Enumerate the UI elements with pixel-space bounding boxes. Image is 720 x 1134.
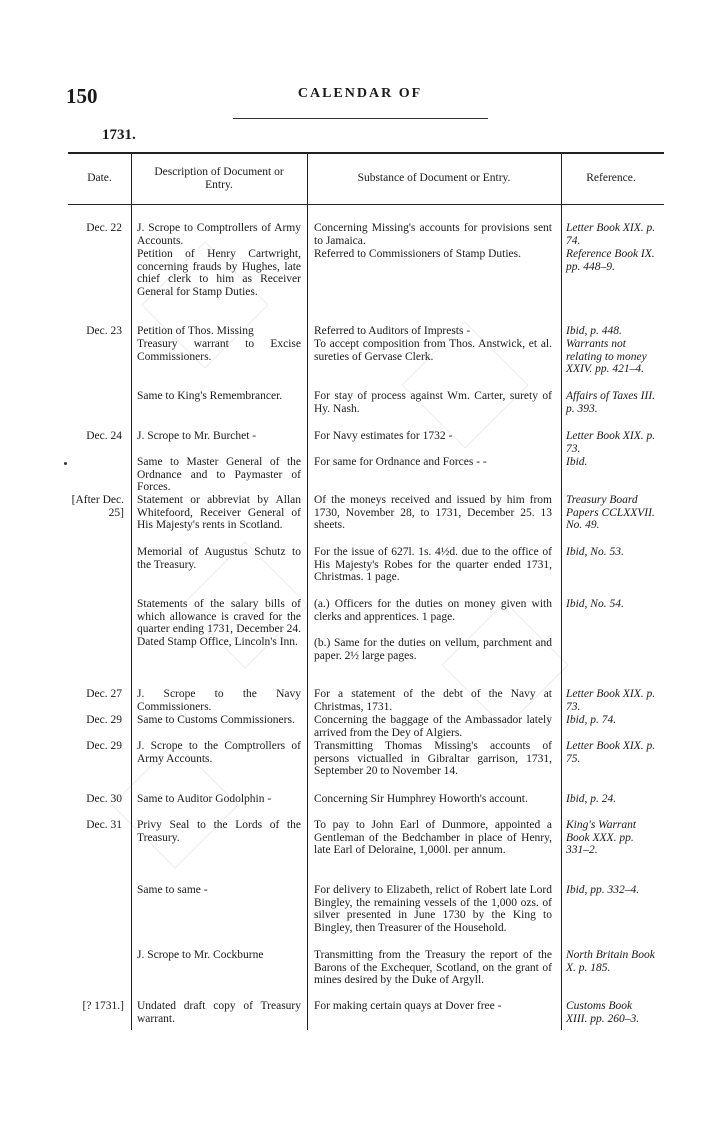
entry-reference: Customs Book XIII. pp. 260–3.: [566, 1000, 640, 1025]
entry-substance: Concerning Sir Humphrey Howorth's account.: [314, 793, 528, 805]
entry-description: Same to King's Remembrancer.: [137, 390, 283, 402]
running-head: CALENDAR OF: [297, 86, 423, 101]
column-divider: [307, 152, 308, 1030]
table-top-rule: [68, 152, 664, 154]
entry-description: J. Scrope to Comptrollers of Army Accounts.: [137, 222, 301, 247]
entry-description: Petition of Thos. Missing: [137, 325, 254, 337]
entry-substance: Referred to Auditors of Imprests -: [314, 325, 471, 337]
entry-substance: (a.) Officers for the duties on money given with clerks and apprentices. 1 page.: [314, 598, 552, 623]
header-rule: [233, 118, 488, 119]
column-divider: [131, 152, 132, 1030]
entry-reference: Treasury Board Papers CCLXXVII. No. 49.: [566, 494, 655, 532]
entry-description: Same to Master General of the Ordnance and to Paymaster of Forces.: [137, 456, 301, 494]
entry-date: Dec. 30: [86, 793, 122, 805]
entry-description: J. Scrope to the Navy Commissioners.: [137, 688, 301, 713]
entry-description: Undated draft copy of Treasury warrant.: [137, 1000, 301, 1025]
entry-reference: Ibid.: [566, 456, 588, 468]
entry-substance: Transmitting from the Treasury the report of the Barons of the Exchequer, Scotland, on the grant of mines desired by the Duke of Argyll.: [314, 949, 552, 987]
page-number: 150: [66, 84, 98, 108]
entry-substance: To accept composition from Thos. Anstwick, et al. sureties of Gervase Clerk.: [314, 338, 552, 363]
entry-substance: Concerning the baggage of the Ambassador lately arrived from the Dey of Algiers.: [314, 714, 552, 739]
entry-date: Dec. 22: [86, 222, 122, 234]
entry-reference: Letter Book XIX. p. 75.: [566, 740, 656, 765]
entry-substance: For stay of process against Wm. Carter, surety of Hy. Nash.: [314, 390, 552, 415]
entry-substance: For same for Ordnance and Forces - -: [314, 456, 487, 468]
entry-substance: For the issue of 627l. 1s. 4½d. due to the office of His Majesty's Robes for the quarter ended 1731, Christmas. 1 page.: [314, 546, 552, 584]
entry-description: J. Scrope to the Comptrollers of Army Accounts.: [137, 740, 301, 765]
column-header-description: Description of Document or Entry.: [154, 166, 284, 191]
entry-substance: Of the moneys received and issued by him from 1730, November 28, to 1731, December 25. 13 sheets.: [314, 494, 552, 532]
header-bottom-rule: [68, 204, 664, 205]
entry-substance: For making certain quays at Dover free -: [314, 1000, 502, 1012]
entry-reference: Affairs of Taxes III. p. 393.: [566, 390, 656, 415]
margin-dot: [64, 462, 67, 465]
column-header-date: Date.: [87, 172, 112, 184]
entry-reference: Reference Book IX. pp. 448–9.: [566, 248, 655, 273]
entry-reference: King's Warrant Book XXX. pp. 331–2.: [566, 819, 637, 857]
entry-description: Treasury warrant to Excise Commissioners.: [137, 338, 301, 363]
entry-date: [? 1731.]: [82, 1000, 124, 1012]
entry-date: Dec. 24: [86, 430, 122, 442]
entry-date: Dec. 23: [86, 325, 122, 337]
entry-substance-b: (b.) Same for the duties on vellum, parchment and paper. 2½ large pages.: [314, 637, 552, 662]
column-header-substance: Substance of Document or Entry.: [357, 172, 511, 184]
entry-reference: Ibid, p. 74.: [566, 714, 617, 726]
entry-description: Same to same -: [137, 884, 208, 896]
entry-description: Same to Auditor Godolphin -: [137, 793, 272, 805]
entry-description: Statements of the salary bills of which allowance is craved for the quarter ending 1731, December 24. Dated Stamp Office, Lincoln's Inn.: [137, 598, 301, 648]
entry-date: Dec. 31: [86, 819, 122, 831]
entry-substance: For Navy estimates for 1732 -: [314, 430, 453, 442]
entry-reference: Ibid, pp. 332–4.: [566, 884, 640, 896]
entry-description: J. Scrope to Mr. Cockburne: [137, 949, 264, 961]
entry-description: Statement or abbreviat by Allan Whitefoord, Receiver General of His Majesty's rents in Scotland.: [137, 494, 301, 532]
entry-substance: Transmitting Thomas Missing's accounts of persons victualled in Gibraltar garrison, 1731, September 20 to November 14.: [314, 740, 552, 778]
entry-reference: Ibid, No. 53.: [566, 546, 624, 558]
column-header-reference: Reference.: [586, 172, 636, 184]
entry-substance: Concerning Missing's accounts for provisions sent to Jamaica.: [314, 222, 552, 247]
entry-description: Petition of Henry Cartwright, concerning frauds by Hughes, late chief clerk to him as Receiver General for Stamp Duties.: [137, 248, 301, 298]
entry-description: Same to Customs Commissioners.: [137, 714, 295, 726]
entry-date: Dec. 29: [86, 740, 122, 752]
entry-reference: Ibid, p. 24.: [566, 793, 617, 805]
year-heading: 1731.: [102, 127, 136, 143]
entry-description: J. Scrope to Mr. Burchet -: [137, 430, 257, 442]
entry-substance: To pay to John Earl of Dunmore, appointed a Gentleman of the Bedchamber in place of Henry, late Earl of Deloraine, 1,000l. per annum.: [314, 819, 552, 857]
entry-date: Dec. 29: [86, 714, 122, 726]
column-divider: [561, 152, 562, 1030]
entry-date: Dec. 27: [86, 688, 122, 700]
entry-reference: Ibid, No. 54.: [566, 598, 624, 610]
entry-reference: Letter Book XIX. p. 74.: [566, 222, 656, 247]
entry-description: Privy Seal to the Lords of the Treasury.: [137, 819, 301, 844]
entry-substance: Referred to Commissioners of Stamp Duties.: [314, 248, 521, 260]
entry-reference: North Britain Book X. p. 185.: [566, 949, 655, 974]
entry-reference: Letter Book XIX. p. 73.: [566, 688, 656, 713]
entry-substance: For delivery to Elizabeth, relict of Robert late Lord Bingley, the remaining vessels of the 1,000 ozs. of silver presented in June 1730 by the King to Bingley, then Treasurer of the Household.: [314, 884, 552, 934]
entry-reference: Ibid, p. 448.: [566, 325, 622, 337]
entry-substance: For a statement of the debt of the Navy at Christmas, 1731.: [314, 688, 552, 713]
entry-description: Memorial of Augustus Schutz to the Treasury.: [137, 546, 301, 571]
entry-reference: Warrants not relating to money XXIV. pp. 421–4.: [566, 338, 647, 376]
entry-reference: Letter Book XIX. p. 73.: [566, 430, 656, 455]
entry-date: [After Dec. 25]: [71, 494, 124, 519]
